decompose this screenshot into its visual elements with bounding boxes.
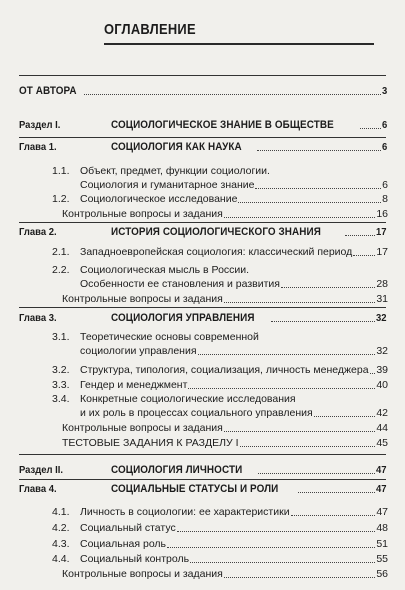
leader-dots [255, 180, 381, 189]
toc-entry [0, 178, 405, 192]
entry-title: Социальный контроль [80, 553, 190, 565]
entry-number: 1.2. [52, 193, 70, 205]
toc-entry [0, 164, 405, 178]
entry-title: Социология и гуманитарное знание [80, 179, 255, 191]
toc-entry [0, 363, 405, 377]
entry-title: Объект, предмет, функции социологии. [80, 165, 270, 177]
page-number: 6 [382, 141, 388, 153]
leader-dots [281, 279, 375, 288]
entry-title: Особенности ее становления и развития [80, 278, 280, 290]
entry-title: Теоретические основы современной [80, 331, 259, 343]
toc-entry [0, 552, 405, 566]
entry-number: Глава 3. [19, 312, 57, 324]
entry-number: 2.2. [52, 264, 70, 276]
leader-dots [258, 465, 375, 474]
page-number: 56 [376, 568, 388, 580]
toc-entry [0, 537, 405, 551]
toc-heading [0, 463, 405, 477]
leader-dots [190, 554, 375, 563]
entry-title: Контрольные вопросы и задания [62, 208, 223, 220]
entry-title: Гендер и менеджмент [80, 379, 188, 391]
toc-heading [0, 84, 405, 98]
entry-title: СОЦИОЛОГИЧЕСКОЕ ЗНАНИЕ В ОБЩЕСТВЕ [111, 119, 334, 131]
page-number: 6 [382, 179, 388, 191]
entry-title: Социальная роль [80, 538, 167, 550]
page-number: 47 [376, 464, 387, 476]
leader-dots [177, 523, 376, 532]
leader-dots [238, 194, 381, 203]
page-number: 42 [376, 407, 388, 419]
page-number: 47 [376, 506, 388, 518]
leader-dots [353, 247, 375, 256]
toc-entry [0, 330, 405, 344]
entry-number: Раздел II. [19, 464, 64, 476]
entry-title: СОЦИОЛОГИЯ ЛИЧНОСТИ [111, 464, 243, 476]
page-number: 48 [376, 522, 388, 534]
title-rule [104, 43, 374, 45]
entry-title: ОТ АВТОРА [19, 85, 77, 97]
toc-entry [0, 421, 405, 435]
page-number: 8 [382, 193, 388, 205]
entry-number: 3.2. [52, 364, 70, 376]
entry-title: СОЦИОЛОГИЯ УПРАВЛЕНИЯ [111, 312, 255, 324]
toc-entry [0, 392, 405, 406]
entry-title: Контрольные вопросы и задания [62, 422, 223, 434]
entry-title: Контрольные вопросы и задания [62, 293, 223, 305]
leader-dots [224, 294, 375, 303]
divider [19, 454, 386, 455]
toc-entry [0, 207, 405, 221]
entry-title: СОЦИАЛЬНЫЕ СТАТУСЫ И РОЛИ [111, 483, 279, 495]
page-number: 17 [376, 226, 387, 238]
page-number: 6 [382, 119, 388, 131]
leader-dots [84, 86, 381, 95]
toc-entry [0, 505, 405, 519]
entry-title: Структура, типология, социализация, личность менеджера [80, 364, 369, 376]
leader-dots [224, 569, 375, 578]
leader-dots [198, 346, 376, 355]
leader-dots [370, 365, 376, 374]
toc-entry [0, 378, 405, 392]
leader-dots [167, 539, 375, 548]
page-number: 55 [376, 553, 388, 565]
entry-title: Личность в социологии: ее характеристики [80, 506, 290, 518]
divider [19, 75, 386, 76]
page-number: 31 [376, 293, 388, 305]
page-number: 45 [376, 437, 388, 449]
page-number: 39 [376, 364, 388, 376]
entry-number: 4.3. [52, 538, 70, 550]
entry-title: Социальный статус [80, 522, 176, 534]
toc-entry [0, 436, 405, 450]
toc-entry [0, 277, 405, 291]
leader-dots [314, 408, 376, 417]
entry-title: Социологическая мысль в России. [80, 264, 250, 276]
entry-title: ТЕСТОВЫЕ ЗАДАНИЯ К РАЗДЕЛУ I [62, 437, 239, 449]
toc-heading [0, 118, 405, 132]
page-title: ОГЛАВЛЕНИЕ [104, 21, 196, 38]
entry-title: ИСТОРИЯ СОЦИОЛОГИЧЕСКОГО ЗНАНИЯ [111, 226, 321, 238]
toc-heading [0, 225, 405, 239]
page-number: 17 [376, 246, 388, 258]
leader-dots [240, 438, 376, 447]
entry-number: Раздел I. [19, 119, 61, 131]
page-number: 44 [376, 422, 388, 434]
leader-dots [271, 313, 375, 322]
entry-title: социологии управления [80, 345, 197, 357]
page-number: 51 [376, 538, 388, 550]
leader-dots [188, 380, 375, 389]
leader-dots [360, 120, 382, 129]
entry-title: СОЦИОЛОГИЯ КАК НАУКА [111, 141, 242, 153]
entry-title: Социологическое исследование [80, 193, 238, 205]
divider [19, 137, 386, 138]
toc-heading [0, 482, 405, 496]
divider [19, 479, 386, 480]
entry-number: 3.3. [52, 379, 70, 391]
toc-entry [0, 567, 405, 581]
page-number: 16 [376, 208, 388, 220]
entry-title: и их роль в процессах социального управления [80, 407, 313, 419]
leader-dots [298, 484, 375, 493]
toc-entry [0, 192, 405, 206]
toc-entry [0, 521, 405, 535]
divider [19, 307, 386, 308]
page-number: 32 [376, 312, 387, 324]
page-number: 32 [376, 345, 388, 357]
divider [19, 222, 386, 223]
page-number: 47 [376, 483, 387, 495]
entry-number: 4.1. [52, 506, 70, 518]
toc-entry [0, 245, 405, 259]
leader-dots [291, 507, 376, 516]
toc-entry [0, 263, 405, 277]
entry-title: Контрольные вопросы и задания [62, 568, 223, 580]
page-number: 28 [376, 278, 388, 290]
toc-entry [0, 292, 405, 306]
toc-heading [0, 140, 405, 154]
leader-dots [257, 142, 381, 151]
entry-number: 3.4. [52, 393, 70, 405]
entry-number: 4.4. [52, 553, 70, 565]
toc-entry [0, 406, 405, 420]
toc-entry [0, 344, 405, 358]
page-number: 40 [376, 379, 388, 391]
page-number: 3 [382, 85, 388, 97]
entry-title: Западноевропейская социология: классический период [80, 246, 353, 258]
leader-dots [224, 423, 375, 432]
toc-heading [0, 311, 405, 325]
leader-dots [224, 209, 375, 218]
entry-number: Глава 2. [19, 226, 57, 238]
entry-number: 2.1. [52, 246, 70, 258]
entry-number: Глава 1. [19, 141, 57, 153]
leader-dots [345, 227, 375, 236]
entry-title: Конкретные социологические исследования [80, 393, 296, 405]
entry-number: 1.1. [52, 165, 70, 177]
entry-number: 4.2. [52, 522, 70, 534]
entry-number: Глава 4. [19, 483, 57, 495]
entry-number: 3.1. [52, 331, 70, 343]
